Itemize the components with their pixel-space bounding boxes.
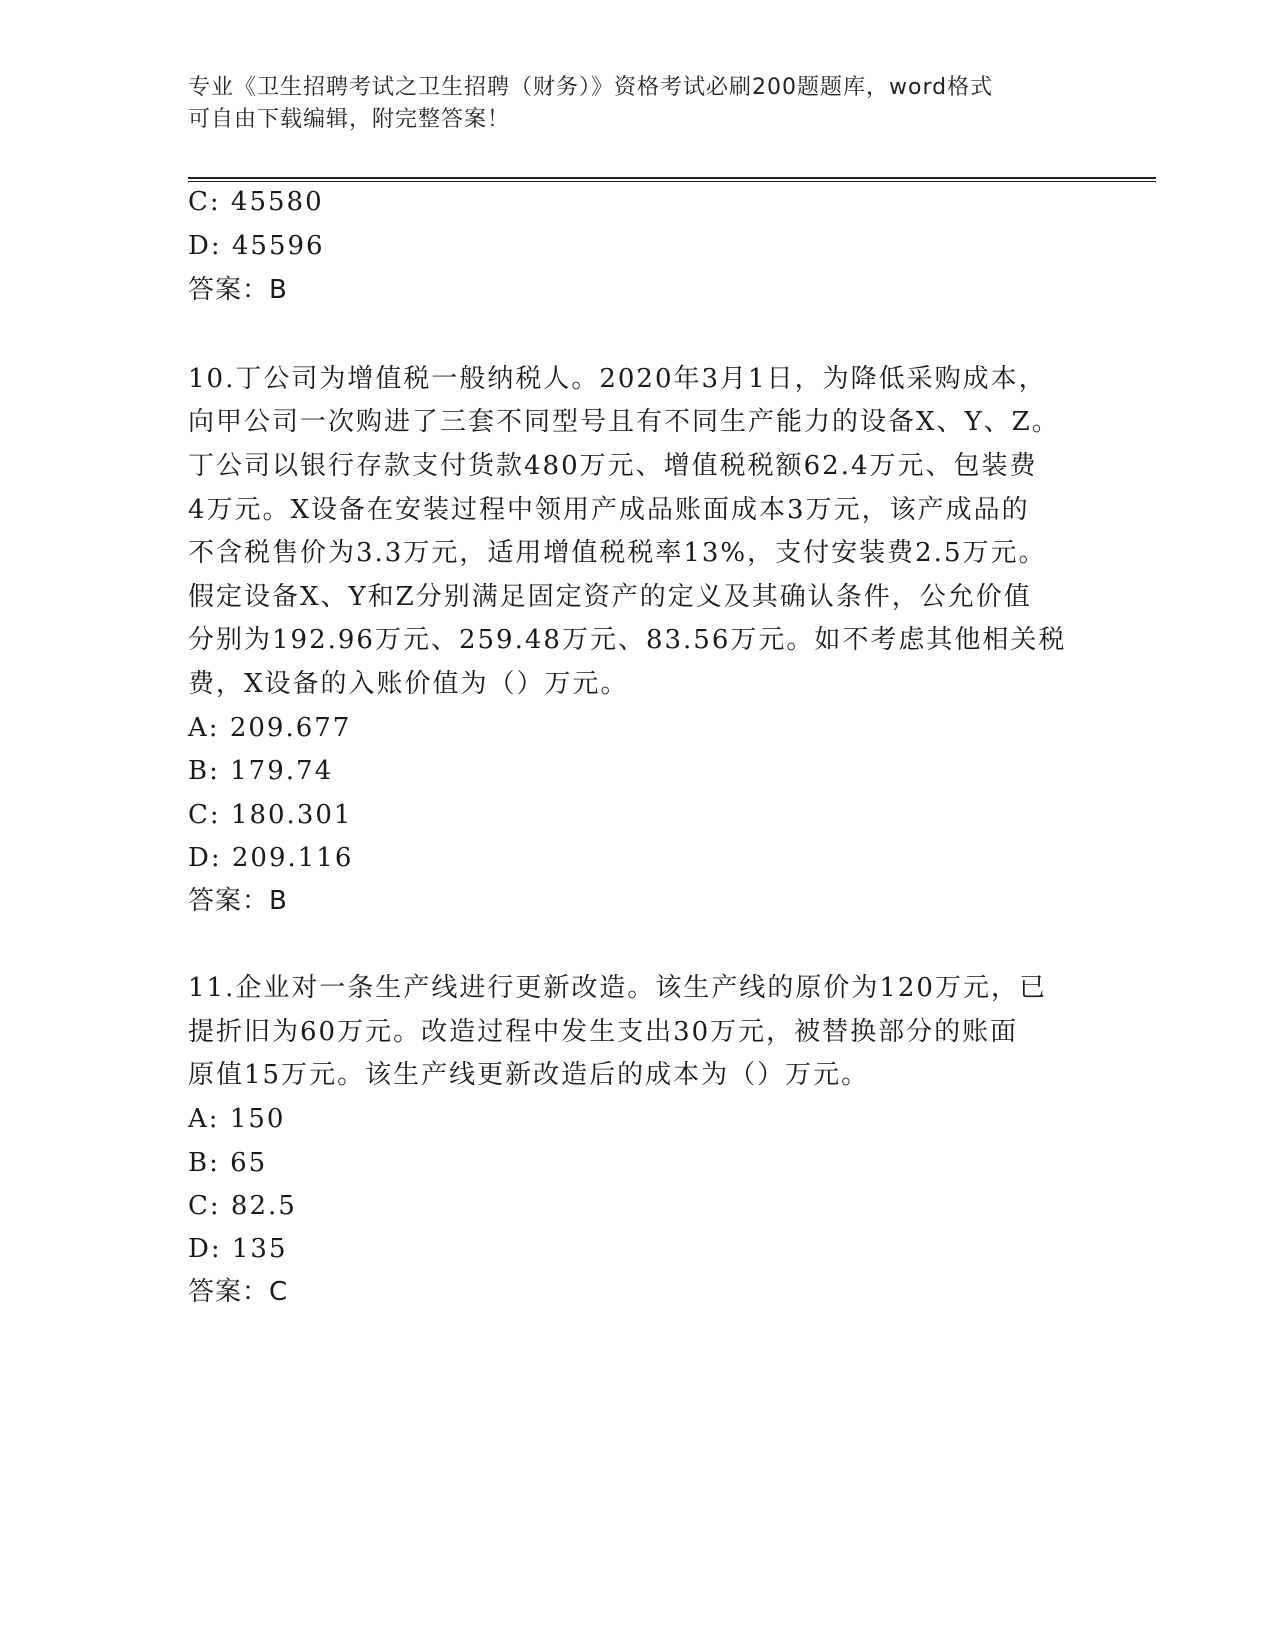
option-c [188, 1190, 297, 1222]
option-label: B: [188, 1148, 220, 1178]
option-d [188, 230, 325, 262]
option-label: D: [188, 843, 222, 873]
option-text: 82.5 [230, 1191, 297, 1221]
option-label: A: [188, 1104, 220, 1134]
option-text: 209.116 [231, 843, 354, 873]
answer-line: 答案：B [188, 275, 288, 305]
option-text: 209.677 [229, 713, 352, 743]
option-text: 45580 [230, 187, 324, 217]
answer-line: 答案：C [188, 1277, 289, 1307]
header-title-line-2: 可自由下载编辑，附完整答案！ [188, 107, 511, 132]
option-text: 180.301 [230, 800, 353, 830]
option-a [188, 712, 351, 744]
option-label: C: [188, 187, 221, 217]
question-10-stem-line: 10.丁公司为增值税一般纳税人。2020年3月1日，为降低采购成本， [188, 364, 1047, 394]
header-title-line-1: 专业《卫生招聘考试之卫生招聘（财务）》资格考试必刷200题题库，word格式 [188, 75, 994, 100]
question-10-stem-line: 不含税售价为3.3万元，适用增值税税率13%，支付安装费2.5万元。 [188, 538, 1047, 568]
option-text: 65 [230, 1148, 268, 1178]
option-text: 45596 [231, 231, 325, 261]
option-d [188, 842, 353, 874]
header-divider [188, 177, 1156, 182]
option-label: C: [188, 800, 221, 830]
question-10-stem-line: 假定设备X、Y和Z分别满足固定资产的定义及其确认条件，公允价值 [188, 582, 1032, 612]
question-10-stem-line: 分别为192.96万元、259.48万元、83.56万元。如不考虑其他相关税 [188, 625, 1067, 655]
page-header [188, 72, 1088, 136]
question-10-stem-line: 丁公司以银行存款支付货款480万元、增值税税额62.4万元、包装费 [188, 451, 1038, 481]
option-text: 179.74 [230, 756, 334, 786]
question-11-stem-line: 11.企业对一条生产线进行更新改造。该生产线的原价为120万元，已 [188, 973, 1047, 1003]
question-10-stem-line: 费，X设备的入账价值为（）万元。 [188, 669, 629, 699]
option-b [188, 755, 333, 787]
option-text: 150 [229, 1104, 286, 1134]
option-d [188, 1233, 288, 1265]
option-text: 135 [231, 1234, 288, 1264]
option-a [188, 1103, 285, 1135]
question-10-stem-line: 4万元。X设备在安装过程中领用产成品账面成本3万元，该产成品的 [188, 495, 1030, 525]
question-11-stem-line: 提折旧为60万元。改造过程中发生支出30万元，被替换部分的账面 [188, 1017, 1019, 1047]
question-10-stem-line: 向甲公司一次购进了三套不同型号且有不同生产能力的设备X、Y、Z。 [188, 407, 1060, 437]
option-label: C: [188, 1191, 221, 1221]
option-label: D: [188, 1234, 222, 1264]
option-label: A: [188, 713, 220, 743]
option-c [188, 799, 352, 831]
option-b [188, 1147, 267, 1179]
option-label: B: [188, 756, 220, 786]
option-label: D: [188, 231, 222, 261]
question-11-stem-line: 原值15万元。该生产线更新改造后的成本为（）万元。 [188, 1060, 870, 1090]
option-c [188, 186, 324, 218]
answer-line: 答案：B [188, 886, 288, 916]
